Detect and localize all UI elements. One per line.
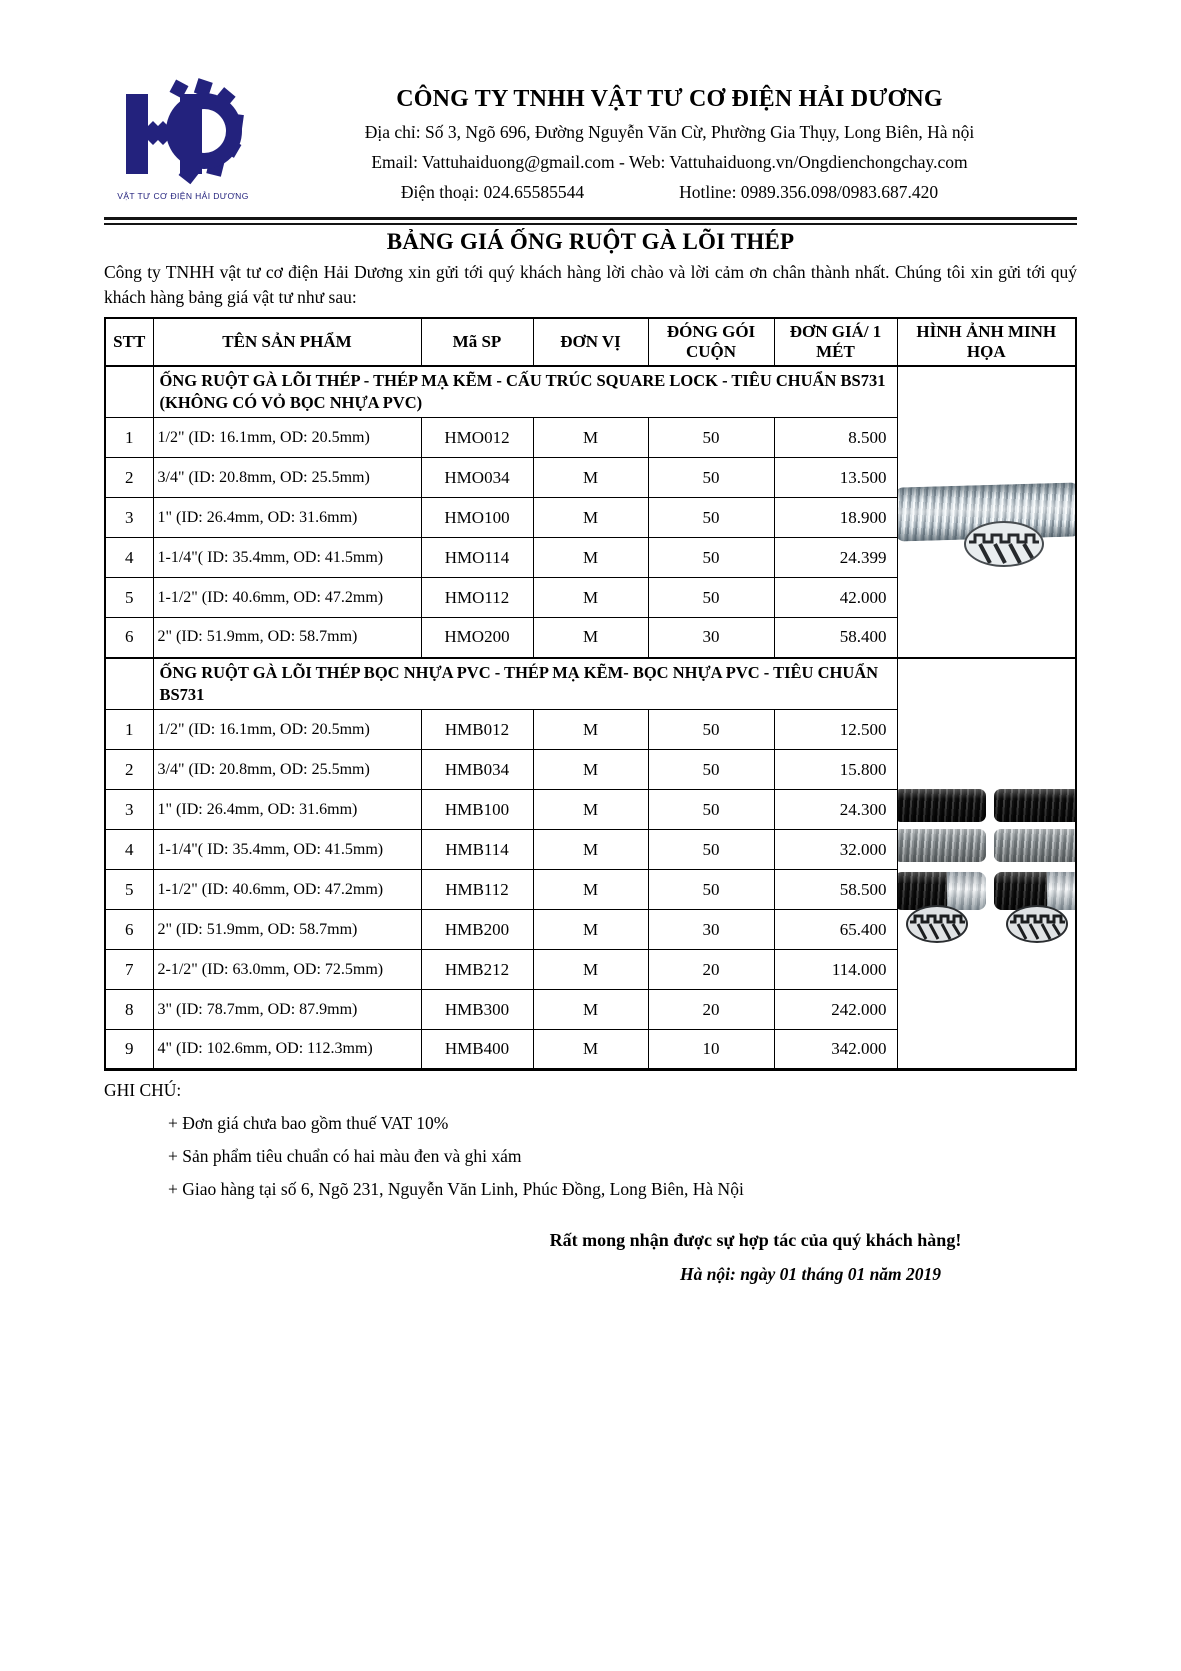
stt-cell: 4 [105, 830, 153, 870]
notes-section [104, 1080, 1077, 1200]
stt-cell: 2 [105, 458, 153, 498]
price-table [104, 317, 1077, 1072]
stt-cell: 4 [105, 538, 153, 578]
company-address: Địa chỉ: Số 3, Ngõ 696, Đường Nguyễn Văn Cừ, Phường Gia Thụy, Long Biên, Hà nội [364, 122, 975, 142]
unit-cell: M [533, 418, 648, 458]
price-cell: 18.900 [774, 498, 897, 538]
product-name-cell: 3/4" (ID: 20.8mm, OD: 25.5mm) [153, 750, 421, 790]
price-cell: 24.300 [774, 790, 897, 830]
product-name-cell: 3/4" (ID: 20.8mm, OD: 25.5mm) [153, 458, 421, 498]
column-header: Mã SP [421, 318, 533, 366]
price-cell: 13.500 [774, 458, 897, 498]
column-header: HÌNH ẢNH MINH HỌA [897, 318, 1076, 366]
product-name-cell: 3" (ID: 78.7mm, OD: 87.9mm) [153, 990, 421, 1030]
unit-cell: M [533, 750, 648, 790]
unit-cell: M [533, 870, 648, 910]
pack-qty-cell: 50 [648, 750, 774, 790]
price-cell: 58.500 [774, 870, 897, 910]
pack-qty-cell: 10 [648, 1030, 774, 1070]
product-code-cell: HMB034 [421, 750, 533, 790]
table-header-row [105, 318, 1076, 366]
stripped-conduit-image [898, 872, 986, 910]
product-name-cell: 4" (ID: 102.6mm, OD: 112.3mm) [153, 1030, 421, 1070]
unit-cell: M [533, 498, 648, 538]
price-cell: 24.399 [774, 538, 897, 578]
product-code-cell: HMB212 [421, 950, 533, 990]
stt-cell: 8 [105, 990, 153, 1030]
pvc-conduit-photo [994, 789, 1076, 961]
product-code-cell: HMB114 [421, 830, 533, 870]
square-lock-cross-section-icon [1006, 905, 1068, 943]
unit-cell: M [533, 538, 648, 578]
column-header: STT [105, 318, 153, 366]
unit-cell: M [533, 578, 648, 618]
product-code-cell: HMO112 [421, 578, 533, 618]
price-cell: 242.000 [774, 990, 897, 1030]
stt-cell: 3 [105, 498, 153, 538]
pack-qty-cell: 30 [648, 618, 774, 658]
stt-cell: 6 [105, 618, 153, 658]
hd-gear-logo-icon [120, 78, 246, 190]
document-header [104, 78, 1077, 203]
pack-qty-cell: 50 [648, 498, 774, 538]
stt-cell: 5 [105, 870, 153, 910]
pack-qty-cell: 50 [648, 418, 774, 458]
page-title: BẢNG GIÁ ỐNG RUỘT GÀ LÕI THÉP [386, 229, 795, 254]
pvc-conduits-photo-group [898, 659, 1076, 1069]
stt-cell: 2 [105, 750, 153, 790]
unit-cell: M [533, 790, 648, 830]
company-phone-line [262, 182, 1077, 203]
price-cell: 65.400 [774, 910, 897, 950]
header-divider [104, 217, 1077, 225]
black-conduit-image [898, 789, 986, 822]
section-stt-cell [105, 658, 153, 710]
product-code-cell: HMO100 [421, 498, 533, 538]
section-heading: ỐNG RUỘT GÀ LÕI THÉP - THÉP MẠ KẼM - CẤU TRÚC SQUARE LOCK - TIÊU CHUẨN BS731 (KHÔNG CÓ VỎ BỌC NHỰA PVC) [153, 366, 897, 418]
company-phone: Điện thoại: 024.65585544 [400, 182, 585, 202]
unit-cell: M [533, 910, 648, 950]
pack-qty-cell: 50 [648, 458, 774, 498]
company-email-web: Email: Vattuhaiduong@gmail.com - Web: Vattuhaiduong.vn/Ongdienchongchay.com [371, 152, 968, 172]
product-code-cell: HMO200 [421, 618, 533, 658]
product-code-cell: HMB300 [421, 990, 533, 1030]
pack-qty-cell: 50 [648, 710, 774, 750]
product-name-cell: 1/2" (ID: 16.1mm, OD: 20.5mm) [153, 418, 421, 458]
price-cell: 32.000 [774, 830, 897, 870]
product-name-cell: 2" (ID: 51.9mm, OD: 58.7mm) [153, 910, 421, 950]
closing-dateline: Hà nội: ngày 01 tháng 01 năm 2019 [679, 1264, 942, 1285]
product-name-cell: 1-1/4"( ID: 35.4mm, OD: 41.5mm) [153, 538, 421, 578]
section-heading-row [105, 366, 1076, 418]
product-name-cell: 2-1/2" (ID: 63.0mm, OD: 72.5mm) [153, 950, 421, 990]
pack-qty-cell: 50 [648, 538, 774, 578]
company-name: CÔNG TY TNHH VẬT TƯ CƠ ĐIỆN HẢI DƯƠNG [396, 86, 943, 112]
product-name-cell: 1" (ID: 26.4mm, OD: 31.6mm) [153, 498, 421, 538]
price-cell: 342.000 [774, 1030, 897, 1070]
pack-qty-cell: 50 [648, 578, 774, 618]
product-name-cell: 1-1/2" (ID: 40.6mm, OD: 47.2mm) [153, 870, 421, 910]
stt-cell: 9 [105, 1030, 153, 1070]
product-code-cell: HMO114 [421, 538, 533, 578]
section-heading: ỐNG RUỘT GÀ LÕI THÉP BỌC NHỰA PVC - THÉP MẠ KẼM- BỌC NHỰA PVC - TIÊU CHUẨN BS731 [153, 658, 897, 710]
company-hotline: Hotline: 0989.356.098/0983.687.420 [679, 182, 939, 202]
note-item: + Sản phẩm tiêu chuẩn có hai màu đen và ghi xám [168, 1146, 522, 1167]
column-header: ĐƠN GIÁ/ 1 MÉT [774, 318, 897, 366]
product-code-cell: HMO034 [421, 458, 533, 498]
product-name-cell: 2" (ID: 51.9mm, OD: 58.7mm) [153, 618, 421, 658]
illustration-cell [897, 658, 1076, 1070]
note-item: + Giao hàng tại số 6, Ngõ 231, Nguyễn Văn Linh, Phúc Đồng, Long Biên, Hà Nội [168, 1179, 744, 1200]
stt-cell: 3 [105, 790, 153, 830]
product-code-cell: HMB100 [421, 790, 533, 830]
galvanized-conduit-photo [898, 367, 1076, 657]
square-lock-cross-section-icon [906, 905, 968, 943]
notes-heading: GHI CHÚ: [104, 1080, 182, 1101]
section-stt-cell [105, 366, 153, 418]
product-code-cell: HMB012 [421, 710, 533, 750]
section-heading-row [105, 658, 1076, 710]
pack-qty-cell: 20 [648, 950, 774, 990]
price-cell: 12.500 [774, 710, 897, 750]
product-name-cell: 1" (ID: 26.4mm, OD: 31.6mm) [153, 790, 421, 830]
price-cell: 15.800 [774, 750, 897, 790]
pack-qty-cell: 50 [648, 790, 774, 830]
square-lock-cross-section-icon [964, 521, 1044, 567]
black-conduit-image [994, 789, 1076, 822]
unit-cell: M [533, 1030, 648, 1070]
stripped-conduit-image [994, 872, 1076, 910]
unit-cell: M [533, 830, 648, 870]
stt-cell: 5 [105, 578, 153, 618]
column-header: TÊN SẢN PHẨM [153, 318, 421, 366]
header-text-block [262, 78, 1077, 203]
product-code-cell: HMB200 [421, 910, 533, 950]
pvc-conduit-photo [898, 789, 986, 961]
column-header: ĐƠN VỊ [533, 318, 648, 366]
pack-qty-cell: 50 [648, 830, 774, 870]
product-code-cell: HMO012 [421, 418, 533, 458]
unit-cell: M [533, 990, 648, 1030]
unit-cell: M [533, 618, 648, 658]
price-cell: 114.000 [774, 950, 897, 990]
stt-cell: 7 [105, 950, 153, 990]
product-name-cell: 1-1/2" (ID: 40.6mm, OD: 47.2mm) [153, 578, 421, 618]
product-name-cell: 1-1/4"( ID: 35.4mm, OD: 41.5mm) [153, 830, 421, 870]
logo-caption: VẬT TƯ CƠ ĐIỆN HẢI DƯƠNG [117, 191, 249, 201]
stt-cell: 1 [105, 418, 153, 458]
price-cell: 42.000 [774, 578, 897, 618]
stt-cell: 6 [105, 910, 153, 950]
price-cell: 8.500 [774, 418, 897, 458]
closing-thanks: Rất mong nhận được sự hợp tác của quý khách hàng! [549, 1230, 962, 1251]
note-item: + Đơn giá chưa bao gồm thuế VAT 10% [168, 1113, 449, 1134]
price-cell: 58.400 [774, 618, 897, 658]
company-logo [104, 78, 262, 201]
unit-cell: M [533, 950, 648, 990]
pack-qty-cell: 50 [648, 870, 774, 910]
intro-paragraph: Công ty TNHH vật tư cơ điện Hải Dương xin gửi tới quý khách hàng lời chào và lời cảm ơn chân thành nhất. Chúng tôi xin gửi tới quý khách hàng bảng giá vật tư như sau: [104, 262, 1077, 307]
product-code-cell: HMB112 [421, 870, 533, 910]
column-header: ĐÓNG GÓI CUỘN [648, 318, 774, 366]
gray-conduit-image [994, 829, 1076, 862]
gray-conduit-image [898, 829, 986, 862]
pack-qty-cell: 30 [648, 910, 774, 950]
unit-cell: M [533, 710, 648, 750]
pack-qty-cell: 20 [648, 990, 774, 1030]
illustration-cell [897, 366, 1076, 658]
unit-cell: M [533, 458, 648, 498]
stt-cell: 1 [105, 710, 153, 750]
product-name-cell: 1/2" (ID: 16.1mm, OD: 20.5mm) [153, 710, 421, 750]
product-code-cell: HMB400 [421, 1030, 533, 1070]
